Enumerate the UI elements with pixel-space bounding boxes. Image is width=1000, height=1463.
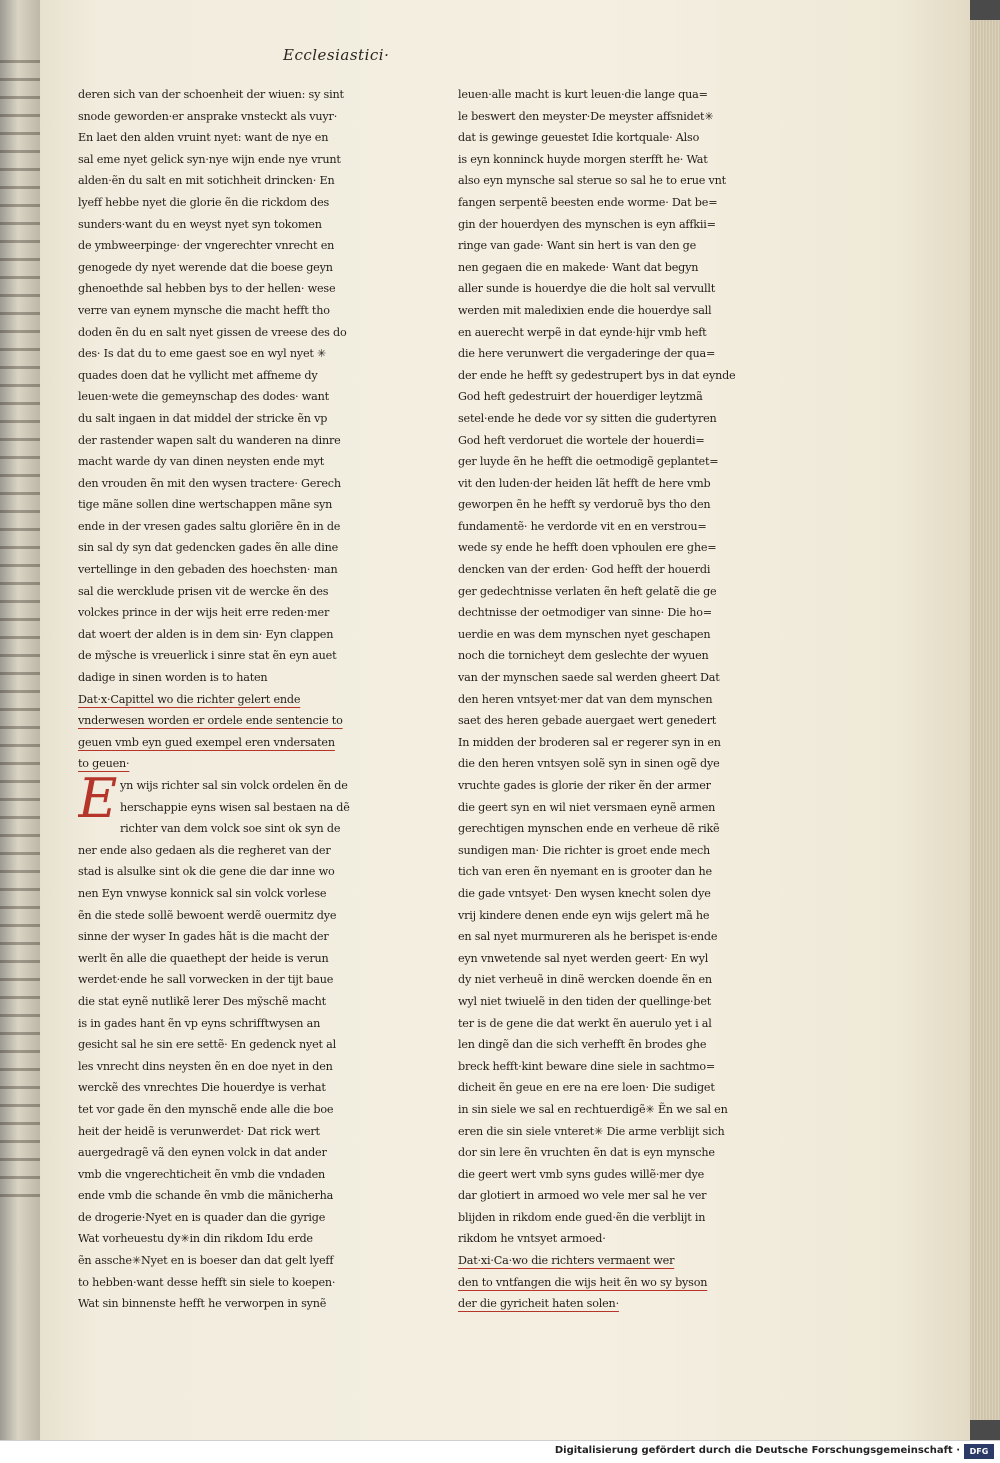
text-line: wyl niet twiuelẽ in den tiden der quellinge·bet xyxy=(458,994,712,1008)
initial-capital: E xyxy=(78,775,118,830)
text-line: also eyn mynsche sal sterue so sal he to erue vnt xyxy=(458,174,726,188)
text-line: alden·ẽn du salt en mit sotichheit drincken· En xyxy=(78,174,335,188)
chapter-heading-11 xyxy=(458,1250,774,1315)
text-line: des· Is dat du to eme gaest soe en wyl nyet ✳ xyxy=(78,347,327,361)
text-line: der ende he hefft sy gedestrupert bys in dat eynde xyxy=(458,368,736,382)
text-line: nen Eyn vnwyse konnick sal sin volck vorlese xyxy=(78,886,327,900)
text-line: ende in der vresen gades saltu gloriẽre ẽn in de xyxy=(78,519,341,533)
text-line: den vrouden ẽn mit den wysen tractere· Gerech xyxy=(78,476,341,490)
chapter-10-opening xyxy=(78,775,394,861)
text-line: uerdie en was dem mynschen nyet geschapen xyxy=(458,627,711,641)
text-line: geworpen ẽn he hefft sy verdoruẽ bys tho den xyxy=(458,498,711,512)
text-line: len dingẽ dan die sich verhefft ẽn brodes ghe xyxy=(458,1038,707,1052)
text-line: genogede dy nyet werende dat die boese geyn xyxy=(78,260,333,274)
text-line: En laet den alden vruint nyet: want de nye en xyxy=(78,131,329,145)
footer-credit: Digitalisierung gefördert durch die Deutsche Forschungsgemeinschaft · xyxy=(554,1445,960,1456)
text-line: vrij kindere denen ende eyn wijs gelert mã he xyxy=(458,908,710,922)
text-line: dencken van der erden· God hefft der houerdi xyxy=(458,563,711,577)
text-line: blijden in rikdom ende gued·ẽn die verblijt in xyxy=(458,1210,706,1224)
text-line: de drogerie·Nyet en is quader dan die gyrige xyxy=(78,1210,326,1224)
text-line: Wat sin binnenste hefft he verworpen in synẽ xyxy=(78,1297,327,1311)
text-line: dat is gewinge geuestet Idie kortquale· Also xyxy=(458,131,700,145)
text-line: doden ẽn du en salt nyet gissen de vreese des do xyxy=(78,325,347,339)
text-line: werdet·ende he sall vorwecken in der tijt baue xyxy=(78,973,334,987)
text-line: der die gyricheit haten solen· xyxy=(458,1297,619,1311)
text-line: dor sin lere ẽn vruchten ẽn dat is eyn mynsche xyxy=(458,1146,715,1160)
text-line: God heft verdoruet die wortele der houerdi= xyxy=(458,433,705,447)
text-line: geuen vmb eyn gued exempel eren vndersaten xyxy=(78,735,335,749)
text-line: le beswert den meyster·De meyster affsnidet✳ xyxy=(458,109,714,123)
text-line: ner ende also gedaen als die regheret van der xyxy=(78,843,331,857)
text-line: fundamentẽ· he verdorde vit en en verstrou= xyxy=(458,519,707,533)
text-line: en auerecht werpẽ in dat eynde·hijr vmb heft xyxy=(458,325,707,339)
text-line: der rastender wapen salt du wanderen na dinre xyxy=(78,433,341,447)
text-line: Dat·xi·Ca·wo die richters vermaent wer xyxy=(458,1254,675,1268)
text-line: dat woert der alden is in dem sin· Eyn clappen xyxy=(78,627,334,641)
text-line: leuen·alle macht is kurt leuen·die lange qua= xyxy=(458,88,708,101)
text-line: vertellinge in den gebaden des hoechsten· man xyxy=(78,563,338,577)
text-line: macht warde dy van dinen neysten ende myt xyxy=(78,455,325,469)
text-line: dechtnisse der oetmodiger van sinne· Die ho= xyxy=(458,606,712,620)
text-line: noch die tornicheyt dem geslechte der wyuen xyxy=(458,649,709,663)
text-line: de mỹsche is vreuerlick i sinre stat ẽn eyn auet xyxy=(78,649,337,663)
text-line: tich van eren ẽn nyemant en is grooter dan he xyxy=(458,865,712,879)
text-line: eyn vnwetende sal nyet werden geert· En wyl xyxy=(458,951,709,965)
text-line: sal die wercklude prisen vit de wercke ẽn des xyxy=(78,584,329,598)
text-line: wede sy ende he hefft doen vphoulen ere ghe= xyxy=(458,541,717,555)
text-line: gesicht sal he sin ere settẽ· En gedenck nyet al xyxy=(78,1038,337,1052)
text-line: fangen serpentẽ beesten ende worme· Dat be= xyxy=(458,195,718,209)
text-line: ẽn die stede sollẽ bewoent werdẽ ouermitz dye xyxy=(78,908,337,922)
text-line: ringe van gade· Want sin hert is van den ge xyxy=(458,239,697,253)
text-line: richter van dem volck soe sint ok syn de xyxy=(120,822,341,836)
running-head: Ecclesiastici· xyxy=(283,46,390,64)
previous-page-edge xyxy=(0,0,40,1440)
text-line: rikdom he vntsyet armoed· xyxy=(458,1232,606,1246)
text-line: ghenoethde sal hebben bys to der hellen· wese xyxy=(78,282,336,296)
text-line: sal eme nyet gelick syn·nye wijn ende nye vrunt xyxy=(78,152,341,166)
text-line: to geuen· xyxy=(78,757,130,771)
text-line: tige mãne sollen dine wertschappen mãne syn xyxy=(78,498,333,512)
text-line: werden mit maledixien ende die houerdye sall xyxy=(458,303,712,317)
text-line: is eyn konninck huyde morgen sterfft he· Wat xyxy=(458,152,708,166)
text-line: tet vor gade ẽn den mynschẽ ende alle die boe xyxy=(78,1102,334,1116)
text-line: auergedragẽ vã den eynen volck in dat ander xyxy=(78,1146,327,1160)
previous-page-text-ghost xyxy=(0,60,40,1200)
text-line: die geert wert vmb syns gudes willẽ·mer dye xyxy=(458,1167,705,1181)
right-column xyxy=(458,84,774,1315)
text-line: nen gegaen die en makede· Want dat begyn xyxy=(458,260,699,274)
text-line: werckẽ des vnrechtes Die houerdye is verhat xyxy=(78,1081,326,1095)
text-line: setel·ende he dede vor sy sitten die gudertyren xyxy=(458,411,717,425)
book-page-stack-edge xyxy=(970,20,1000,1420)
chapter-heading-10 xyxy=(78,689,394,775)
text-line: du salt ingaen in dat middel der stricke ẽn vp xyxy=(78,411,328,425)
initial-lines xyxy=(78,775,394,861)
text-line: volckes prince in der wijs heit erre reden·mer xyxy=(78,606,330,620)
text-line: In midden der broderen sal er regerer syn in en xyxy=(458,735,721,749)
text-line: heit der heidẽ is verunwerdet· Dat rick wert xyxy=(78,1124,320,1138)
text-line: die here verunwert die vergaderinge der qua= xyxy=(458,347,716,361)
left-column-text-bottom xyxy=(78,861,394,1314)
text-line: Wat vorheuestu dy✳in din rikdom Idu erde xyxy=(78,1232,313,1246)
text-line: herschappie eyns wisen sal bestaen na dẽ xyxy=(120,800,350,814)
text-line: die stat eynẽ nutlikẽ lerer Des mỹschẽ macht xyxy=(78,994,326,1008)
right-column-text xyxy=(458,84,774,1250)
text-line: dadige in sinen worden is to haten xyxy=(78,671,268,685)
text-line: in sin siele we sal en rechtuerdigẽ✳ Ẽn we sal en xyxy=(458,1102,728,1116)
text-line: vruchte gades is glorie der riker ẽn der armer xyxy=(458,779,711,792)
text-line: Dat·x·Capittel wo die richter gelert ende xyxy=(78,692,301,706)
text-line: den to vntfangen die wijs heit ẽn wo sy byson xyxy=(458,1275,708,1289)
text-line: gin der houerdyen des mynschen is eyn affkii= xyxy=(458,217,716,231)
text-line: dy niet verheuẽ in dinẽ wercken doende ẽn en xyxy=(458,973,712,987)
text-line: quades doen dat he vyllicht met affneme dy xyxy=(78,368,318,382)
text-line: vnderwesen worden er ordele ende sentencie to xyxy=(78,714,343,728)
text-line: ẽn assche✳Nyet en is boeser dan dat gelt lyeff xyxy=(78,1254,334,1268)
text-line: sinne der wyser In gades hãt is die macht der xyxy=(78,930,329,944)
left-column-text-top xyxy=(78,84,394,689)
text-line: ger luyde ẽn he hefft die oetmodigẽ geplantet= xyxy=(458,455,719,469)
text-line: den heren vntsyet·mer dat van dem mynschen xyxy=(458,692,713,706)
dfg-logo-icon: DFG xyxy=(964,1444,994,1459)
text-line: de ymbweerpinge· der vngerechter vnrecht en xyxy=(78,239,335,253)
text-line: stad is alsulke sint ok die gene die dar inne wo xyxy=(78,865,335,879)
text-line: gerechtigen mynschen ende en verheue dẽ rikẽ xyxy=(458,822,720,836)
text-line: is in gades hant ẽn vp eyns schrifftwysen an xyxy=(78,1016,321,1030)
text-line: werlt ẽn alle die quaethept der heide is verun xyxy=(78,951,329,965)
text-line: aller sunde is houerdye die die holt sal vervullt xyxy=(458,282,716,296)
left-column xyxy=(78,84,394,1315)
text-line: yn wijs richter sal sin volck ordelen ẽn de xyxy=(120,779,348,792)
text-line: die gade vntsyet· Den wysen knecht solen dye xyxy=(458,886,711,900)
text-line: die den heren vntsyen solẽ syn in sinen ogẽ dye xyxy=(458,757,720,771)
text-line: breck hefft·kint beware dine siele in sachtmo= xyxy=(458,1059,716,1073)
text-line: ter is de gene die dat werkt ẽn auerulo yet i al xyxy=(458,1016,712,1030)
text-line: to hebben·want desse hefft sin siele to koepen· xyxy=(78,1275,336,1289)
text-line: dar glotiert in armoed wo vele mer sal he ver xyxy=(458,1189,707,1203)
text-line: leuen·wete die gemeynschap des dodes· want xyxy=(78,390,329,404)
text-line: van der mynschen saede sal werden gheert Dat xyxy=(458,671,720,685)
text-line: die geert syn en wil niet versmaen eynẽ armen xyxy=(458,800,716,814)
text-line: dicheit ẽn geue en ere na ere loen· Die sudiget xyxy=(458,1081,715,1095)
text-line: ger gedechtnisse verlaten ẽn heft gelatẽ die ge xyxy=(458,584,717,598)
text-line: en sal nyet murmureren als he berispet is·ende xyxy=(458,930,718,944)
text-line: deren sich van der schoenheit der wiuen: sy sint xyxy=(78,88,344,101)
text-line: eren die sin siele vnteret✳ Die arme verblijt sich xyxy=(458,1124,725,1138)
text-line: ende vmb die schande ẽn vmb die mãnicherha xyxy=(78,1189,334,1203)
text-line: sunders·want du en weyst nyet syn tokomen xyxy=(78,217,322,231)
digitization-footer xyxy=(0,1440,1000,1463)
text-line: les vnrecht dins neysten ẽn en doe nyet in den xyxy=(78,1059,333,1073)
text-line: lyeff hebbe nyet die glorie ẽn die rickdom des xyxy=(78,195,330,209)
text-line: verre van eynem mynsche die macht hefft tho xyxy=(78,303,330,317)
book-page xyxy=(40,0,970,1440)
text-line: saet des heren gebade auergaet wert genedert xyxy=(458,714,717,728)
text-line: vmb die vngerechticheit ẽn vmb die vndaden xyxy=(78,1167,325,1181)
text-line: God heft gedestruirt der houerdiger leytzmã xyxy=(458,390,703,404)
text-line: sin sal dy syn dat gedencken gades ẽn alle dine xyxy=(78,541,339,555)
text-line: vit den luden·der heiden lãt hefft de here vmb xyxy=(458,476,711,490)
text-line: snode geworden·er ansprake vnsteckt als vuyr· xyxy=(78,109,338,123)
text-line: sundigen man· Die richter is groet ende mech xyxy=(458,843,711,857)
